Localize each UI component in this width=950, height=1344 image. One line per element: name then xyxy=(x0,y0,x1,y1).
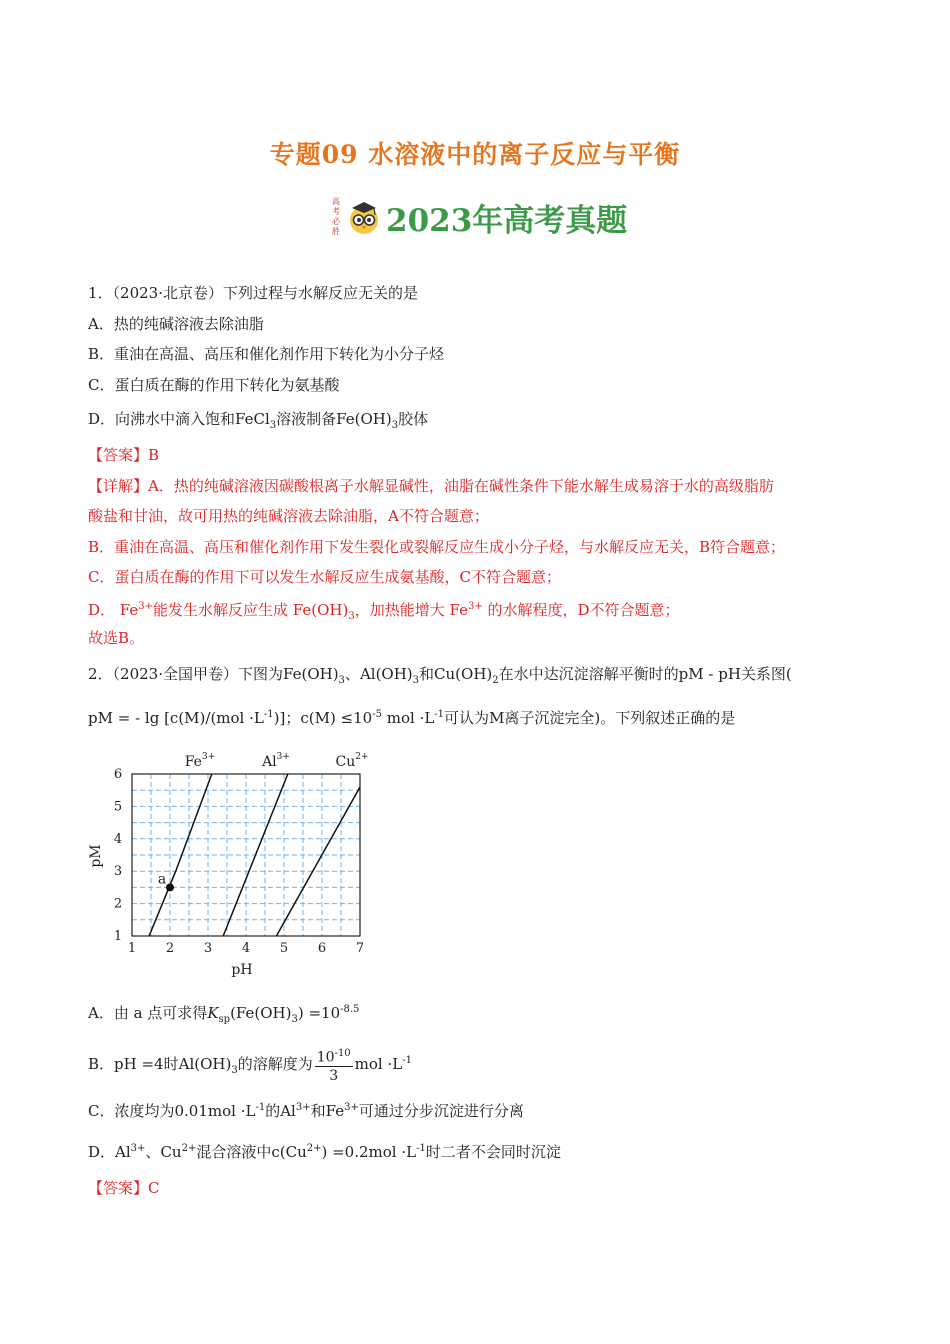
superscript: -1 xyxy=(255,1102,266,1113)
q2-option-b xyxy=(88,1040,412,1085)
formula: Al xyxy=(280,1102,296,1120)
formula: pH =4 xyxy=(114,1055,164,1073)
superscript: -8.5 xyxy=(340,1004,360,1015)
superscript: 3+ xyxy=(344,1102,359,1113)
q1-detail-line-5 xyxy=(88,597,680,627)
text: 和 xyxy=(310,1102,326,1120)
text: 混合溶液中 xyxy=(196,1143,272,1161)
superscript: 2+ xyxy=(306,1143,322,1154)
text: 的 xyxy=(265,1102,281,1120)
formula: Fe(OH) xyxy=(336,410,392,428)
q2-answer: 【答案】C xyxy=(88,1179,160,1197)
x-tick-label: 7 xyxy=(355,941,365,956)
q1-detail-line-4: C．蛋白质在酶的作用下可以发生水解反应生成氨基酸，C不符合题意； xyxy=(88,568,561,586)
superscript: 3+ xyxy=(130,1143,146,1154)
text: 胶体 xyxy=(398,410,429,428)
formula: FeCl xyxy=(235,410,270,428)
text: 在水中达沉淀溶解平衡时的 xyxy=(498,665,679,683)
text: C．浓度均为 xyxy=(88,1102,175,1120)
text: ，加热能增大 Fe xyxy=(354,601,468,619)
q2-option-a xyxy=(88,1000,359,1030)
pm-ph-chart xyxy=(84,746,404,981)
badge-text: 2023年高考真题 xyxy=(386,202,628,239)
text: B． xyxy=(88,1055,115,1073)
superscript: 2+ xyxy=(181,1143,197,1154)
superscript: -1 xyxy=(416,1143,426,1154)
subscript: 3 xyxy=(348,611,355,622)
formula: pM = - lg [c(M)/(mol ·L xyxy=(88,709,264,727)
x-tick-label: 5 xyxy=(279,941,289,956)
text: 溶液制备 xyxy=(276,410,337,428)
exam-badge xyxy=(330,192,627,242)
point-a-marker xyxy=(166,883,174,891)
text: 能发生水解反应生成 Fe(OH) xyxy=(153,601,349,619)
formula: mol ·L xyxy=(354,1055,403,1073)
formula: Al xyxy=(115,1143,131,1161)
series-labels xyxy=(185,752,369,770)
superscript: -5 xyxy=(372,709,382,720)
y-tick-label: 1 xyxy=(113,929,123,944)
formula: Al(OH) xyxy=(359,665,413,683)
badge-vertical-text: 高考必胜 xyxy=(332,197,340,236)
series-label-charge: 3+ xyxy=(276,752,290,762)
fraction xyxy=(315,1045,353,1086)
formula: Al(OH) xyxy=(178,1055,232,1073)
text: D． Fe xyxy=(88,601,139,619)
q1-option-c: C．蛋白质在酶的作用下转化为氨基酸 xyxy=(88,376,340,394)
denominator: 3 xyxy=(329,1068,339,1085)
q2-stem-line-2 xyxy=(88,705,735,728)
text: A．由 a 点可求得 xyxy=(88,1004,208,1022)
subscript: 3 xyxy=(291,1014,298,1025)
x-tick-label: 1 xyxy=(127,941,137,956)
formula: )] xyxy=(273,709,286,727)
text: 时 xyxy=(163,1055,179,1073)
y-tick-label: 4 xyxy=(113,831,123,847)
x-axis-label: pH xyxy=(231,962,253,978)
formula: ) =10 xyxy=(297,1004,341,1022)
text: 时二者不会同时沉淀 xyxy=(425,1143,561,1161)
formula: Cu(OH) xyxy=(434,665,493,683)
series-label-cu: $Cu^{2+}$ xyxy=(335,752,369,770)
text: 2．（2023·全国甲卷）下图为 xyxy=(88,665,283,683)
superscript: 3+ xyxy=(295,1102,311,1113)
text: D． xyxy=(88,1143,116,1161)
x-tick-label: 6 xyxy=(317,941,327,956)
q1-conclusion: 故选B。 xyxy=(88,629,145,647)
subscript: 3 xyxy=(391,420,399,431)
q1-answer: 【答案】B xyxy=(88,446,160,464)
superscript: -1 xyxy=(434,709,445,720)
text: 10 xyxy=(316,1049,335,1066)
owl-mascot-icon xyxy=(346,199,382,235)
series-label-charge: 2+ xyxy=(355,752,369,762)
formula: c(Cu xyxy=(271,1143,307,1161)
subscript: 3 xyxy=(231,1065,238,1076)
formula: 0.01mol ·L xyxy=(174,1102,256,1120)
superscript: -1 xyxy=(263,709,274,720)
text: ； xyxy=(285,709,301,727)
q2-option-d xyxy=(88,1139,561,1162)
series-line-cu xyxy=(276,787,360,936)
subscript: 3 xyxy=(338,675,345,686)
series-label-charge: 3+ xyxy=(201,752,216,762)
q1-detail-line-3: B．重油在高温、高压和催化剂作用下发生裂化或裂解反应生成小分子烃，与水解反应无关，B符合题意； xyxy=(88,538,786,556)
text: 和 xyxy=(419,665,435,683)
subscript: 2 xyxy=(492,675,499,686)
formula: pM - pH xyxy=(678,665,741,683)
formula: Fe xyxy=(325,1102,345,1120)
q1-detail-line-1: 【详解】A．热的纯碱溶液因碳酸根离子水解显碱性，油脂在碱性条件下能水解生成易溶于水的高级脂肪 xyxy=(88,477,774,495)
page-title: 专题09 水溶液中的离子反应与平衡 xyxy=(269,140,681,169)
q1-stem: 1．（2023·北京卷）下列过程与水解反应无关的是 xyxy=(88,284,418,302)
text: 离子沉淀完全)。下列叙述正确的是 xyxy=(504,709,736,727)
text: 可认为 xyxy=(444,709,490,727)
y-axis-label: pM xyxy=(88,844,104,868)
formula: (Fe(OH) xyxy=(230,1004,292,1022)
q1-detail-line-2: 酸盐和甘油，故可用热的纯碱溶液去除油脂，A不符合题意； xyxy=(88,507,489,525)
q1-option-d xyxy=(88,409,428,436)
q1-option-a: A．热的纯碱溶液去除油脂 xyxy=(88,315,264,333)
text: D．向沸水中滴入饱和 xyxy=(88,410,236,428)
formula: K xyxy=(207,1004,219,1022)
superscript: -1 xyxy=(402,1055,412,1066)
y-tick-label: 5 xyxy=(113,799,123,815)
point-a-label: a xyxy=(157,871,167,888)
x-tick-label: 3 xyxy=(203,941,213,956)
subscript: 3 xyxy=(412,675,420,686)
grid xyxy=(132,774,360,936)
y-tick-label: 6 xyxy=(113,767,123,782)
q2-option-c xyxy=(88,1098,524,1121)
formula: mol ·L xyxy=(381,709,435,727)
superscript: 3+ xyxy=(467,601,483,612)
formula: c(M) ≤10 xyxy=(300,709,373,727)
y-tick-label: 2 xyxy=(113,896,123,912)
series-label-al: $Al^{3+}$ xyxy=(262,752,290,770)
text: 的溶解度为 xyxy=(237,1055,313,1073)
numerator xyxy=(315,1045,353,1068)
y-tick-label: 3 xyxy=(113,864,123,880)
superscript: -10 xyxy=(334,1047,351,1059)
q2-stem xyxy=(88,664,792,691)
x-tick-label: 2 xyxy=(165,941,175,956)
subscript: 3 xyxy=(269,420,277,431)
series-label-fe: $Fe^{3+}$ xyxy=(184,752,216,770)
text: 、 xyxy=(145,1143,161,1161)
subscript: sp xyxy=(218,1014,231,1025)
text: 关系图( xyxy=(740,665,792,683)
text: 的水解程度，D不符合题意； xyxy=(482,601,680,619)
x-tick-label: 4 xyxy=(241,941,251,956)
superscript: 3+ xyxy=(138,601,154,612)
formula: Fe(OH) xyxy=(283,665,339,683)
q1-option-b: B．重油在高温、高压和催化剂作用下转化为小分子烃 xyxy=(88,345,445,363)
text: 可通过分步沉淀进行分离 xyxy=(358,1102,524,1120)
text: 、 xyxy=(344,665,360,683)
formula: M xyxy=(489,709,505,727)
formula: Cu xyxy=(160,1143,182,1161)
formula: ) =0.2mol ·L xyxy=(321,1143,417,1161)
